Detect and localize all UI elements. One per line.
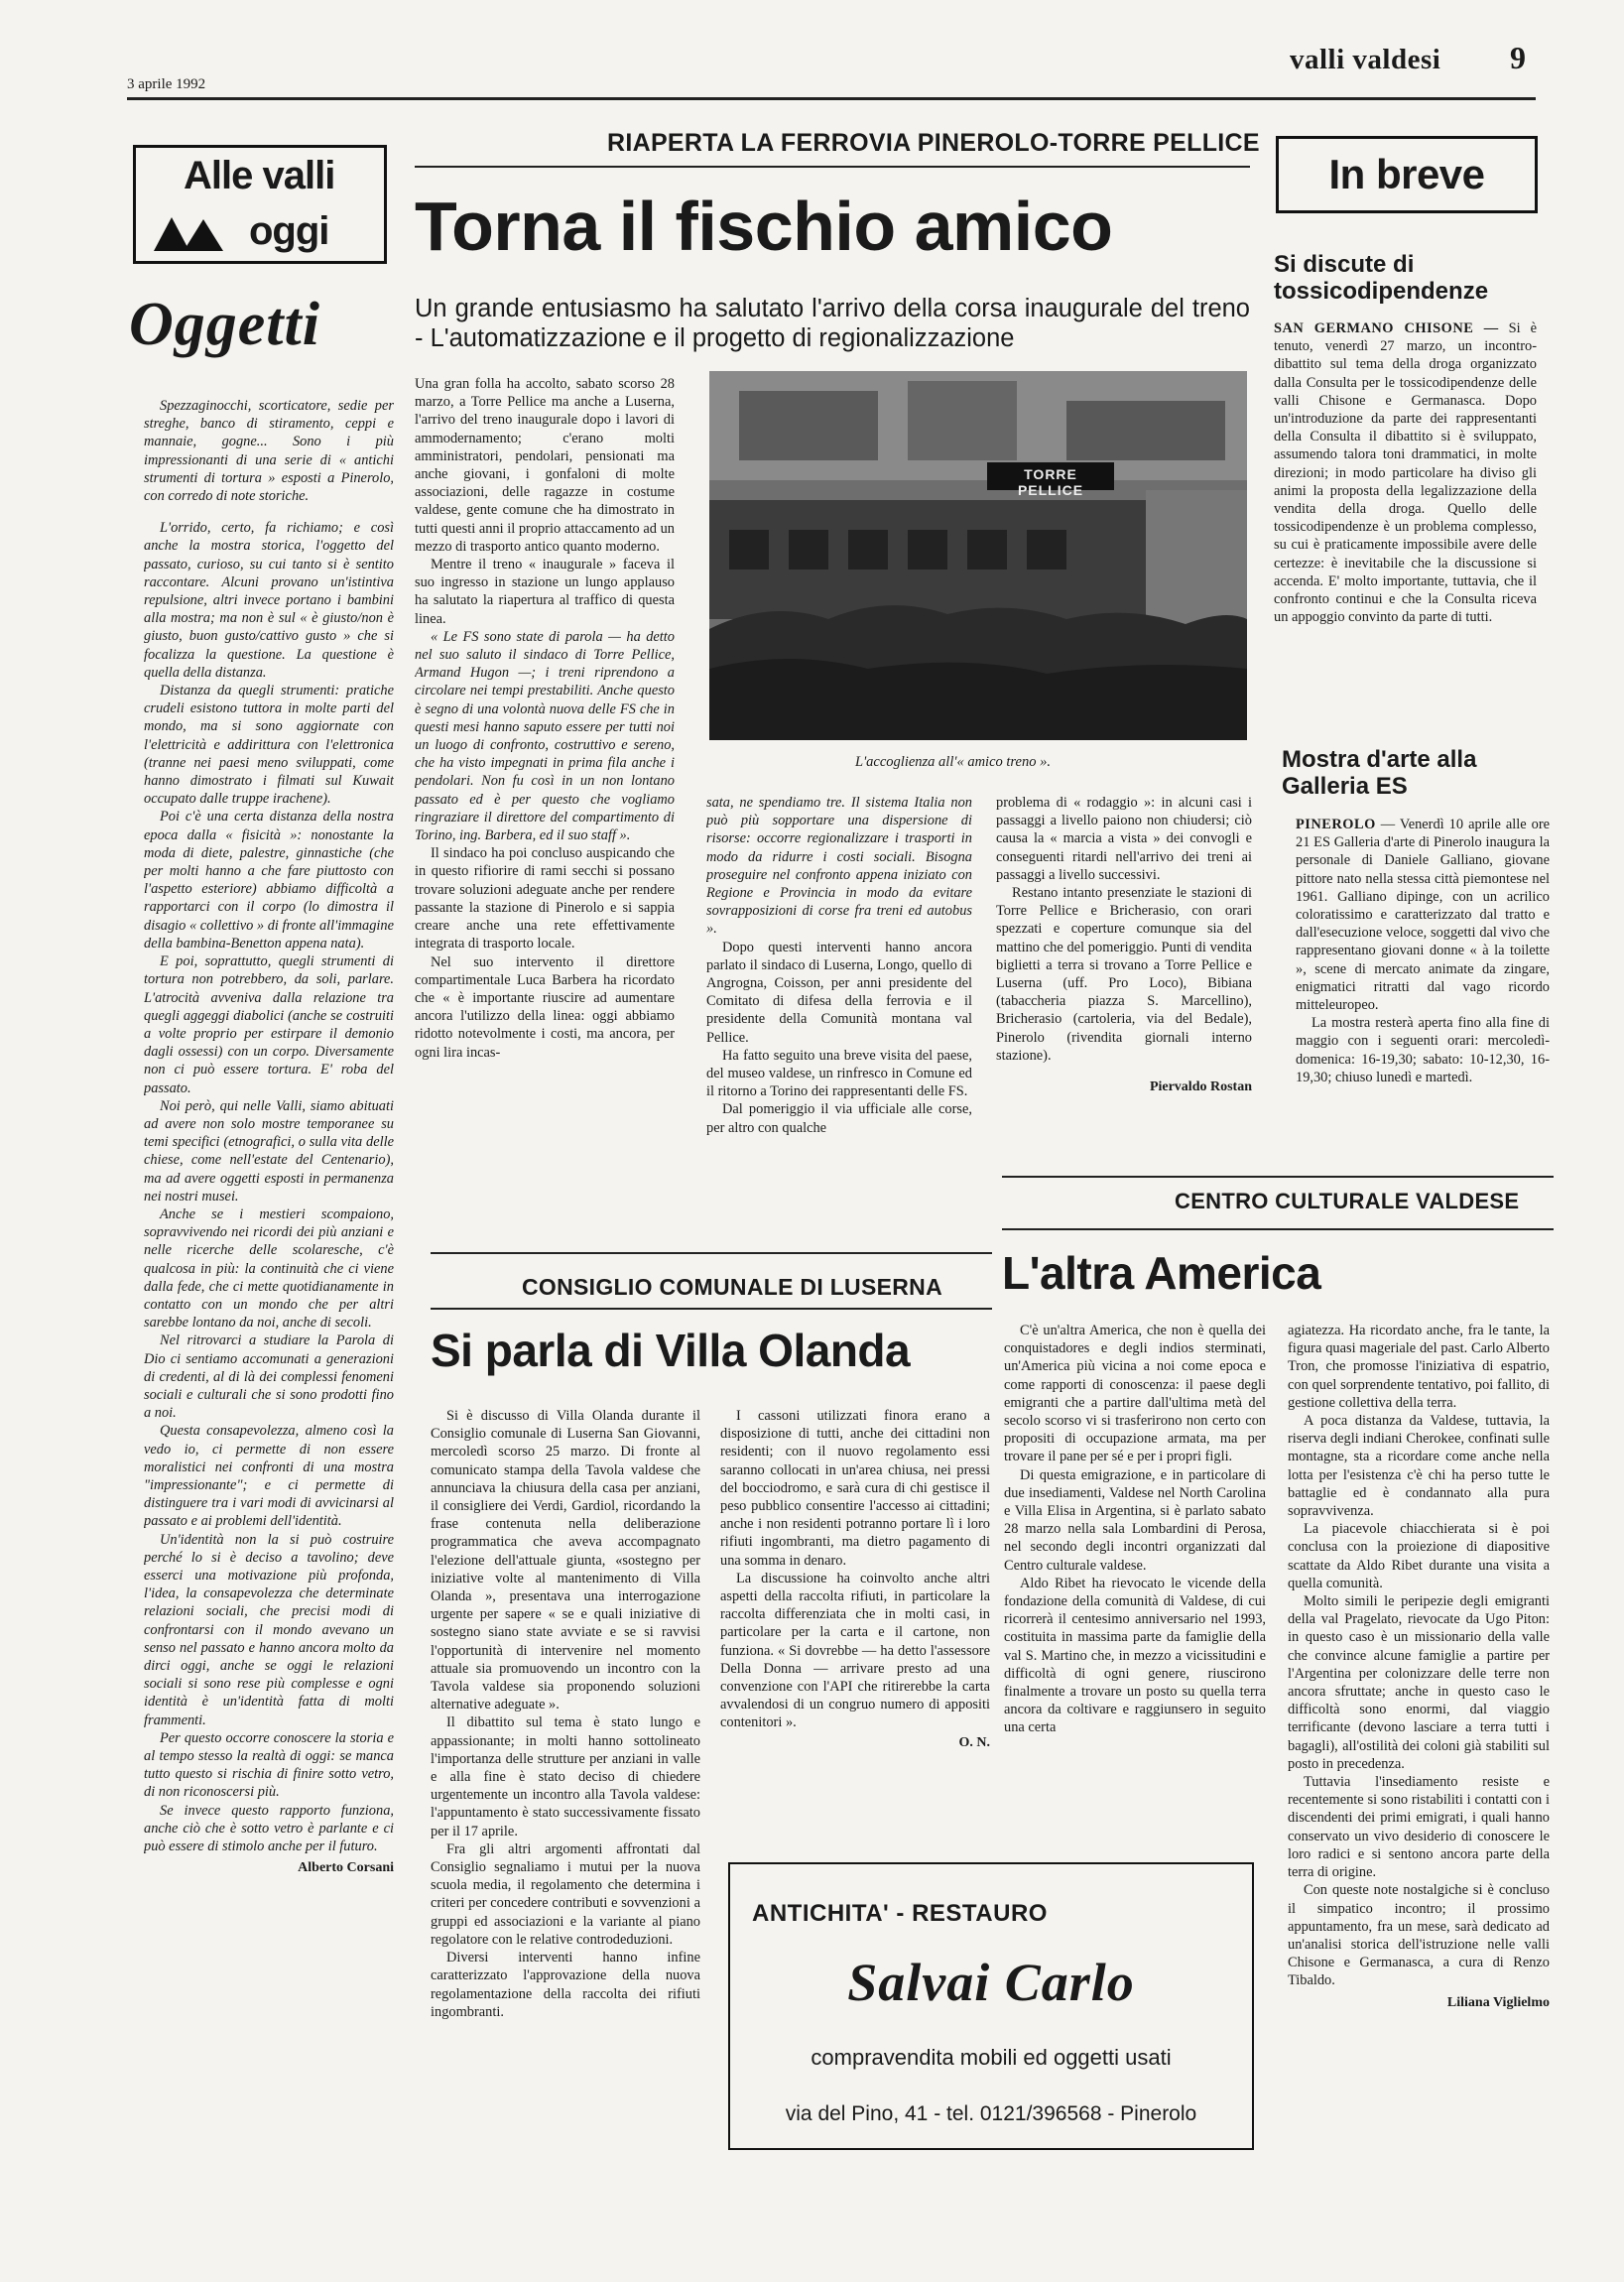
oggetti-paragraph: Nel ritrovarci a studiare la Parola di Dio ci sentiamo accomunati a generazioni di credenti, al di là dei complessi fenomeni sociali e culturali che si sono prodotti fino a noi. xyxy=(144,1332,394,1422)
oggetti-paragraph: Se invece questo rapporto funziona, anche ciò che è sotto vetro è parlante e ci può essere di stimolo anche per il futuro. xyxy=(144,1802,394,1855)
photo-caption: L'accoglienza all'« amico treno ». xyxy=(855,754,1051,770)
luserna-col-2 xyxy=(720,1407,990,1853)
luserna-paragraph: Fra gli altri argomenti affrontati dal Consiglio segnaliamo i mutui per la nuova scuola media, il regolamento che determina i criteri per concedere contributi e sovvenzioni a gruppi ed associazioni e la variante al piano regolatore con le relative controdeduzioni. xyxy=(431,1840,700,1948)
oggetti-article xyxy=(144,397,394,2173)
ferrovia-paragraph: Il sindaco ha poi concluso auspicando che in questo rifiorire di rami secchi si possano trovare soluzioni adeguate anche per rendere passante la stazione di Pinerolo e si sappia creare anche una rete effettivamente integrata di trasporto locale. xyxy=(415,845,675,952)
ferrovia-paragraph: Ha fatto seguito una breve visita del paese, del museo valdese, un rinfresco in Comune ed il ritorno a Torino dei rappresentanti delle FS. xyxy=(706,1047,972,1100)
ferrovia-paragraph: Nel suo intervento il direttore compartimentale Luca Barbera ha ricordato che « è importante riuscire ad aumentare ancora l'utilizzo della linea: oggi abbiamo ridotto notevolmente i costi, ma ancora, per ogni lira incas- xyxy=(415,953,675,1061)
luserna-kicker-rule xyxy=(431,1308,992,1310)
advertisement-box xyxy=(728,1862,1254,2150)
section-name: valli valdesi xyxy=(1290,44,1441,75)
in-breve-item-1-body: Si è tenuto, venerdì 27 marzo, un incontro-dibattito sul tema della droga organizzato dalla Consulta per le tossicodipendenze delle valli Chisone e Germanasca. Dopo un'introduzione da parte dei rappresentanti della Consulta il dibattito si è sviluppato, assumendo talora toni drammatici, in molte direzioni; in modo particolare ha diviso gli animi la proposta della legalizzazione della vendita della droga. Quello delle tossicodipendenze è un problema complesso, su cui è praticamente impossibile avere delle certezze: è inevitabile che la discussione si accenda. E' molto importante, tuttavia, che il confronto continui e che la Consulta riceva un appoggio convinto da parte di tutti. xyxy=(1274,320,1537,626)
logo-line-1: Alle valli xyxy=(184,154,335,197)
oggetti-paragraph: Distanza da quegli strumenti: pratiche crudeli esistono tuttora in molte parti del mondo, ma si sono aggiornate con l'elettricità e addirittura con l'elettronica (tranne nei paesi meno sviluppati, come hanno dimostrato i filmati sul Kuwait occupato dalle truppe irachene). xyxy=(144,683,394,808)
in-breve-item-2-text xyxy=(1296,816,1550,1014)
america-paragraph: Tuttavia l'insediamento resiste e recentemente si sono ristabiliti i contatti con i discendenti dei primi emigrati, i quali hanno conservato un vivo desiderio di conoscere le loro radici e si sentono ancora parte della terra di origine. xyxy=(1288,1774,1550,1881)
luserna-author: O. N. xyxy=(958,1734,990,1750)
ferrovia-paragraph: Mentre il treno « inaugurale » faceva il suo ingresso in stazione un lungo applauso ha salutato la riapertura al traffico di questa linea. xyxy=(415,557,675,627)
america-paragraph: Con queste note nostalgiche si è concluso il simpatico incontro; il prossimo appuntamento, fra un mese, sarà dedicato ad un'analisi storica dell'istruzione nelle valli Chisone e Germanasca, a cura di Renzo Tibaldo. xyxy=(1288,1882,1550,1989)
america-col-2 xyxy=(1288,1322,1550,2170)
oggetti-paragraph: L'orrido, certo, fa richiamo; e così anche la mostra storica, l'oggetto del passato, curioso, su cui tanto si è sentito raccontare. Alcuni provano un'istintiva repulsione, altri invece portano i bambini alla mostra; ma non è sul « è giusto/non è giusto, buon gusto/cattivo gusto » che si focalizza la questione. La questione è quella della distanza. xyxy=(144,520,394,681)
in-breve-item-1 xyxy=(1274,319,1537,716)
ad-name: Salvai Carlo xyxy=(847,1953,1135,2012)
ad-line-1: ANTICHITA' - RESTAURO xyxy=(752,1900,1048,1927)
america-paragraph: La piacevole chiacchierata si è poi conclusa con la proiezione di diapositive scattate da Aldo Ribet durante una visita a quella comunità. xyxy=(1288,1521,1550,1591)
ferrovia-quote-continued: sata, ne spendiamo tre. Il sistema Italia non può più sopportare una dispersione di risorse: occorre regionalizzare i trasporti in modo da ridurre i costi sociali. Bisogna proseguire nel confronto appena iniziato con Regione e Provincia in modo da evitare sovrapposizioni di corse fra treni ed autobus ». xyxy=(706,795,972,938)
america-author: Liliana Viglielmo xyxy=(1446,1994,1550,2010)
luserna-paragraph: La discussione ha coinvolto anche altri aspetti della raccolta rifiuti, in particolare la raccolta differenziata che in molti casi, in particolare per la carta e il cartone, non funziona. « Si dovrebbe — ha detto l'assessore Della Donna — arrivare presto ad una convenzione con l'API che ritirerebbe la carta avvalendosi di un congruo numero di appositi contenitori ». xyxy=(720,1570,990,1731)
in-breve-item-2-body: — Venerdì 10 aprile alle ore 21 ES Galleria d'arte di Pinerolo inaugura la personale di Daniele Galliano, giovane pittore nato nella stessa città piemontese nel 1961. Galliano dipinge, con un acrilico coloratissimo e caratterizzato dal tratto e dall'esecuzione veloce, soggetti dal vivo che rappresentano giovani donne « à la toilette », scene di mercato animate da zingare, enigmatici ritratti dal vago ricordo mitteleuropeo. xyxy=(1296,817,1550,1014)
in-breve-item-2-text-2: La mostra resterà aperta fino alla fine di maggio con i seguenti orari: mercoledì-domenica: 16-19,30; sabato: 10-12,30, 16-19,30; chiuso lunedì e martedì. xyxy=(1296,1015,1550,1085)
station-sign: TORRE PELLICE xyxy=(1017,466,1084,498)
luserna-paragraph: Diversi interventi hanno infine caratterizzato l'approvazione della nuova regolamentazione della raccolta dei rifiuti ingombranti. xyxy=(431,1950,700,2020)
ferrovia-subtitle: Un grande entusiasmo ha salutato l'arrivo della corsa inaugurale del treno - L'automatizzazione e il progetto di regionalizzazione xyxy=(415,295,1250,352)
america-kicker: CENTRO CULTURALE VALDESE xyxy=(1175,1189,1520,1213)
page-number: 9 xyxy=(1510,40,1526,75)
luserna-col-1 xyxy=(431,1407,700,2171)
in-breve-title: In breve xyxy=(1328,151,1485,197)
divider-center xyxy=(431,1252,992,1254)
ferrovia-quote: « Le FS sono state di parola — ha detto nel suo saluto il sindaco di Torre Pellice, Armand Hugon —; i treni riprendono a circolare nei tempi prestabiliti. Anche questo è segno di una volontà nuova delle FS che in questi mesi hanno saputo essere per tutti noi un luogo di confronto, costruttivo e sereno, che ha visto impegnati in prima fila anche i pendolari. Non fu così in un non lontano passato ed è per questo che vogliamo ringraziare il direttore del compartimento di Torino, ing. Barbera, ed il suo staff ». xyxy=(415,628,675,844)
oggetti-title: Oggetti xyxy=(129,291,320,358)
ferrovia-title: Torna il fischio amico xyxy=(415,188,1113,265)
america-title: L'altra America xyxy=(1002,1247,1321,1299)
america-paragraph: C'è un'altra America, che non è quella dei conquistadores e degli indios sterminati, un'America più vicina a noi come epoca e come rapporti di conoscenza: il paese degli emigranti che a partire dall'ultima metà del secolo scorso vi si trasferirono non certo con propositi di occupazione armata, ma per trovare il pane per sé e per i propri figli. xyxy=(1004,1323,1266,1465)
train-photo-illustration xyxy=(709,371,1247,740)
page-date: 3 aprile 1992 xyxy=(127,76,206,92)
luserna-paragraph: Si è discusso di Villa Olanda durante il Consiglio comunale di Luserna San Giovanni, mercoledì scorso 25 marzo. Di fronte al comunicato stampa della Tavola valdese che annunciava la chiusura della casa per anziani, il consigliere dei Verdi, Gardiol, ricordando la frase contenuta nella deliberazione programmatica che aveva accompagnato l'elezione dell'attuale giunta, «sostegno per iniziative volte al mantenimento di Villa Olanda », presentava una interrogazione urgente per sapere « se e quali iniziative di sostegno siano state avviate e se si ravvisi l'opportunità di intervenire nel momento attuale sia promuovendo un incontro con la Tavola valdese sia proponendo soluzioni alternative adeguate ». xyxy=(431,1408,700,1713)
oggetti-paragraph: Per questo occorre conoscere la storia e al tempo stesso la realtà di oggi: se manca tutto questo si rischia di finire sotto vetro, di non riconoscersi più. xyxy=(144,1729,394,1801)
ferrovia-paragraph: problema di « rodaggio »: in alcuni casi i passaggi a livello paiono non chiudersi; ciò causa la « marcia a vista » dei convogli e conseguenti ritardi nell'arrivo dei treni ai passaggi a livello successivi. xyxy=(996,795,1252,883)
mountains-icon xyxy=(154,215,223,251)
alle-valli-oggi-logo xyxy=(133,145,387,264)
in-breve-item-1-title: Si discute di tossicodipendenze xyxy=(1274,251,1489,305)
luserna-paragraph: I cassoni utilizzati finora erano a disposizione di tutti, anche dei cittadini non residenti; con il nuovo regolamento essi saranno collocati in un'area chiusa, nei pressi del bocciodromo, e sarà cura di chi gestisce il peso pubblico consentire l'accesso ai cittadini; anche i non residenti potranno portare lì i loro rifiuti ingombranti, ma dietro pagamento di una somma in denaro. xyxy=(720,1408,990,1569)
america-paragraph: Molto simili le peripezie degli emigranti della val Pragelato, rievocate da Ugo Piton: in questo caso è un missionario della valle che convince alcune famiglie a partire per l'Argentina per colonizzare delle terre non ancora sfruttate; anche in questo caso le difficoltà sono enormi, dal viaggio terrificante (devono lasciare a terra tutti i bagagli), all'ostilità dei coloni già stabiliti sul posto in precedenza. xyxy=(1288,1593,1550,1772)
ferrovia-paragraph: Dal pomeriggio il via ufficiale alle corse, per altro con qualche xyxy=(706,1101,972,1136)
luserna-paragraph: Il dibattito sul tema è stato lungo e appassionante; in molti hanno sottolineato l'importanza delle strutture per anziani in valle e alla fine è stato deciso di chiedere urgentemente un incontro alla Tavola valdese: l'appuntamento è stato successivamente fissato per il 17 aprile. xyxy=(431,1714,700,1839)
oggetti-paragraph: Noi però, qui nelle Valli, siamo abituati ad avere non solo mostre temporanee su temi specifici (etnografici, o sulla vita delle chiese, come nell'estate del Centenario), ma ad avere oggetti esposti in permanenza nei nostri musei. xyxy=(144,1097,394,1204)
ferrovia-col-3 xyxy=(996,794,1252,1230)
ferrovia-kicker: RIAPERTA LA FERROVIA PINEROLO-TORRE PELLICE xyxy=(607,129,1260,157)
in-breve-item-1-text xyxy=(1274,319,1537,626)
header-rule xyxy=(127,97,1536,100)
ferrovia-col-1 xyxy=(415,375,675,1228)
oggetti-paragraph: Questa consapevolezza, almeno così la vedo io, ci permette di non essere moralistici nei confronti di una mostra "impressionante"; e ci permette di distinguere tra i vari modi di avvicinarsi al passato e ai problemi dell'identità. xyxy=(144,1423,394,1530)
train-photo xyxy=(709,371,1247,740)
america-paragraph: agiatezza. Ha ricordato anche, fra le tante, la figura quasi mageriale del past. Carlo Alberto Tron, che promosse l'iniziativa di espatrio, con quel sorprendente tentativo, poi fallito, di gestione collettiva della terra. xyxy=(1288,1323,1550,1411)
in-breve-item-2-place: PINEROLO xyxy=(1296,817,1376,832)
luserna-title: Si parla di Villa Olanda xyxy=(431,1325,911,1376)
america-paragraph: Aldo Ribet ha rievocato le vicende della fondazione della comunità di Valdese, di cui ricorrerà il centesimo anniversario nel 1993, costituita in massima parte da famiglie della val S. Martino che, in mezzo a vicissitudini e difficoltà di ogni genere, riuscirono finalmente a trovare un posto su quella terra ancora da coltivare e raggiunsero in seguito una certa xyxy=(1004,1575,1266,1736)
america-col-1 xyxy=(1004,1322,1266,1857)
oggetti-intro: Spezzaginocchi, scorticatore, sedie per streghe, banco di stiramento, ceppi e mannaie, gogne... Sono i più impressionanti di una serie di « antichi strumenti di tortura » esposti a Pinerolo, con corredo di note storiche. xyxy=(144,398,394,505)
america-paragraph: A poca distanza da Valdese, tuttavia, la riserva degli indiani Cherokee, confinati sulle montagne, sta a ricordare come anche nella lotta per l'esistenza c'è chi ha perso tutte le battaglie ed è condannato alla pura sopravvivenza. xyxy=(1288,1413,1550,1520)
in-breve-item-1-place: SAN GERMANO CHISONE — xyxy=(1274,320,1499,336)
oggetti-paragraph: Un'identità non la si può costruire perché lo si è deciso a tavolino; deve esserci una motivazione più profonda, l'idea, la consapevolezza che determinate relazioni sociali, che precisi modi di confrontarsi con il mondo avevano un senso nel passato e hanno ancora molto da dirci oggi, anche se oggi le relazioni sociali si sono rese più complesse e ogni identità è un'identità fatta di molti frammenti. xyxy=(144,1531,394,1728)
luserna-kicker: CONSIGLIO COMUNALE DI LUSERNA xyxy=(522,1274,942,1300)
ferrovia-kicker-rule xyxy=(415,166,1250,168)
oggetti-paragraph: Anche se i mestieri scompaiono, sopravvivendo nei ricordi dei più anziani e nelle ricerche delle scolaresche, c'è qualcosa in più: la continuità che ci viene dalla fede, che ci mette quotidianamente in contatto con un mondo che per altri sarebbe lontano da noi, anche di secoli. xyxy=(144,1205,394,1331)
oggetti-author: Alberto Corsani xyxy=(298,1860,394,1876)
ferrovia-paragraph: Restano intanto presenziate le stazioni di Torre Pellice e Bricherasio, con orari spezzati e coperture comunque sia del mattino che del pomeriggio. Punti di vendita biglietti a terra si trovano a Torre Pellice e Luserna (uff. Pro Loco), Bibiana (tabaccheria piazza S. Marcellino), Bricherasio (cartoleria, via del Bedale), Pinerolo (rivendita giornali interno stazione). xyxy=(996,885,1252,1064)
divider-america xyxy=(1002,1228,1554,1230)
in-breve-item-2-title: Mostra d'arte alla Galleria ES xyxy=(1282,746,1477,800)
oggetti-paragraph: E poi, soprattutto, quegli strumenti di tortura non potrebbero, da soli, parlare. L'atrocità avveniva dalla relazione tra quegli aggeggi diabolici (anche se costruiti a volte proprio per estirpare il demonio dagli ossessi) con un corpo. Diversamente non ci può essere tortura. E' roba del passato. xyxy=(144,953,394,1096)
ad-address: via del Pino, 41 - tel. 0121/396568 - Pinerolo xyxy=(785,2102,1197,2125)
ferrovia-paragraph: Dopo questi interventi hanno ancora parlato il sindaco di Luserna, Longo, quello di Angrogna, Coisson, per anni presidente del Comitato di difesa della ferrovia e il presidente della Comunità montana val Pellice. xyxy=(706,939,972,1046)
ad-line-2: compravendita mobili ed oggetti usati xyxy=(811,2045,1172,2070)
logo-line-2: oggi xyxy=(249,209,329,253)
ferrovia-author: Piervaldo Rostan xyxy=(1149,1079,1252,1095)
oggetti-paragraph: Poi c'è una certa distanza della nostra epoca dalla « fisicità »: nonostante la moda di diete, palestre, ginnastiche (che per molti hanno a che fare piuttosto con l'aspetto esteriore) abbiamo difficoltà a rapportarci con il corpo (lo dimostra il disagio « collettivo » di fronte all'immagine della bambina-Benetton appena nata). xyxy=(144,809,394,951)
america-paragraph: Di questa emigrazione, e in particolare di due insediamenti, Valdese nel North Carolina e Villa Elisa in Argentina, si è parlato sabato 28 marzo nella sala Lombardini di Perosa, nel secondo degli incontri organizzati dal Centro culturale valdese. xyxy=(1004,1466,1266,1574)
in-breve-item-2 xyxy=(1296,816,1550,1143)
in-breve-box xyxy=(1276,136,1538,213)
ferrovia-col-2 xyxy=(706,794,972,1230)
ferrovia-paragraph: Una gran folla ha accolto, sabato scorso 28 marzo, a Torre Pellice ma anche a Luserna, l'arrivo del treno inaugurale dopo i lavori di ammodernamento; c'erano molti amministratori, pendolari, pensionati ma anche giovani, i gonfaloni di molte associazioni, delle ragazze in costume valdese, gente comune che ha dimostrato in tutti questi anni il proprio attaccamento ad un mezzo di trasporto antico quanto moderno. xyxy=(415,376,675,555)
divider-right-top xyxy=(1002,1176,1554,1178)
